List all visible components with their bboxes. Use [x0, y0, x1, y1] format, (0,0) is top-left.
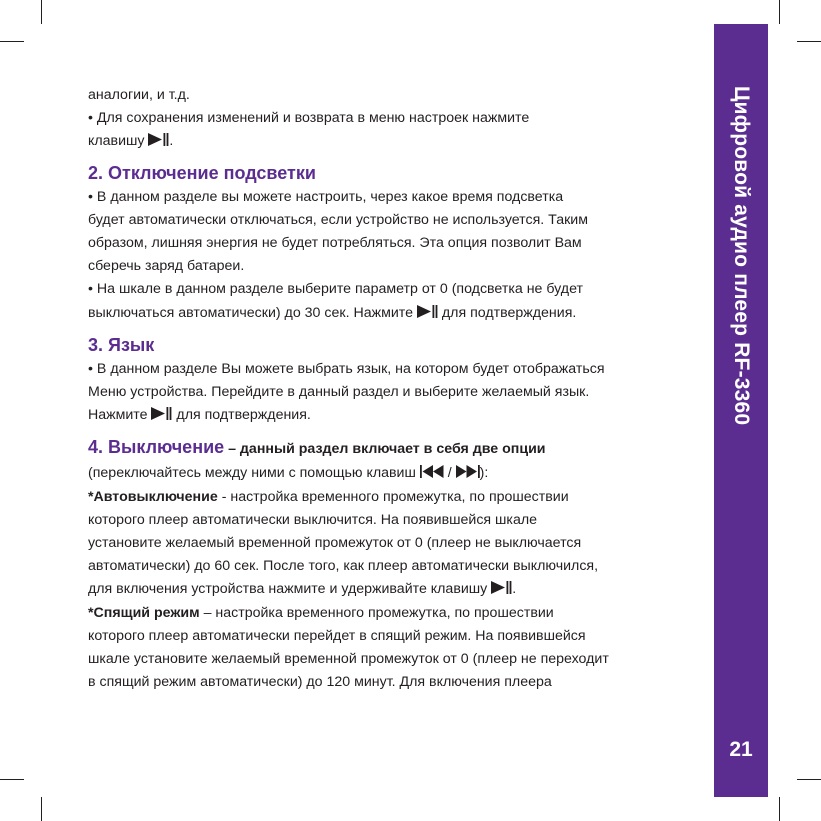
option-label-auto-off: *Автовыключение: [88, 488, 218, 505]
text-line: (переключайтесь между ними с помощью клавиш / ):: [88, 465, 489, 482]
text-line: автоматически) до 60 сек. После того, как плеер автоматически выключился,: [88, 558, 599, 575]
text-line: *Автовыключение - настройка временного промежутка, по прошествии: [88, 488, 569, 505]
next-track-icon: [456, 465, 480, 478]
crop-mark: [41, 797, 42, 821]
text-line: которого плеер автоматически перейдет в спящий режим. На появившейся: [88, 627, 586, 644]
sidebar-title: Цифровой аудио плеер RF-3360: [730, 86, 753, 426]
crop-mark: [779, 0, 780, 24]
crop-mark: [797, 41, 821, 42]
option-label-sleep: *Спящий режим: [88, 604, 200, 621]
text-line: клавишу .: [88, 133, 174, 150]
text-line: • Для сохранения изменений и возврата в меню настроек нажмите: [88, 110, 530, 127]
text-line: которого плеер автоматически выключится. На появившейся шкале: [88, 511, 538, 528]
section-heading: [88, 436, 698, 460]
text-line: Нажмите для подтверждения.: [88, 407, 311, 424]
crop-mark: [779, 797, 780, 821]
text-line: для включения устройства нажмите и удерживайте клавишу .: [88, 581, 517, 598]
page-number: 21: [729, 738, 753, 761]
text-line: • В данном разделе Вы можете выбрать язык, на котором будет отображаться: [88, 360, 605, 377]
crop-mark: [41, 0, 42, 24]
section-heading: 3. Язык: [88, 334, 155, 355]
text-line: *Спящий режим – настройка временного промежутка, по прошествии: [88, 604, 554, 621]
text-line: будет автоматически отключаться, если устройство не используется. Таким: [88, 211, 588, 228]
section-heading-subtitle: – данный раздел включает в себя две опции: [224, 441, 546, 458]
section-heading-title: 4. Выключение: [88, 437, 225, 458]
text-line: аналогии, и т.д.: [88, 87, 190, 103]
play-pause-icon: [491, 581, 512, 594]
text-line: • В данном разделе вы можете настроить, через какое время подсветка: [88, 188, 564, 205]
play-pause-icon: [417, 305, 438, 318]
text-line: шкале установите желаемый временной промежуток от 0 (плеер не переходит: [88, 651, 609, 668]
text-line: в спящий режим автоматически) до 120 минут. Для включения плеера: [88, 674, 552, 691]
crop-mark: [797, 779, 821, 780]
text-line: сберечь заряд батареи.: [88, 258, 245, 275]
section-heading: 2. Отключение подсветки: [88, 162, 316, 183]
crop-mark: [0, 779, 24, 780]
crop-mark: [0, 41, 24, 42]
text-line: образом, лишняя энергия не будет потребляться. Эта опция позволит Вам: [88, 235, 582, 252]
text-line: установите желаемый временной промежуток от 0 (плеер не выключается: [88, 535, 582, 552]
text-line: Меню устройства. Перейдите в данный раздел и выберите желаемый язык.: [88, 384, 590, 401]
page-content: [88, 84, 698, 694]
text-line: выключаться автоматически) до 30 сек. Нажмите для подтверждения.: [88, 304, 577, 321]
play-pause-icon: [148, 133, 169, 146]
play-pause-icon: [151, 407, 172, 420]
text-line: • На шкале в данном разделе выберите параметр от 0 (подсветка не будет: [88, 281, 584, 298]
previous-track-icon: [420, 465, 444, 478]
